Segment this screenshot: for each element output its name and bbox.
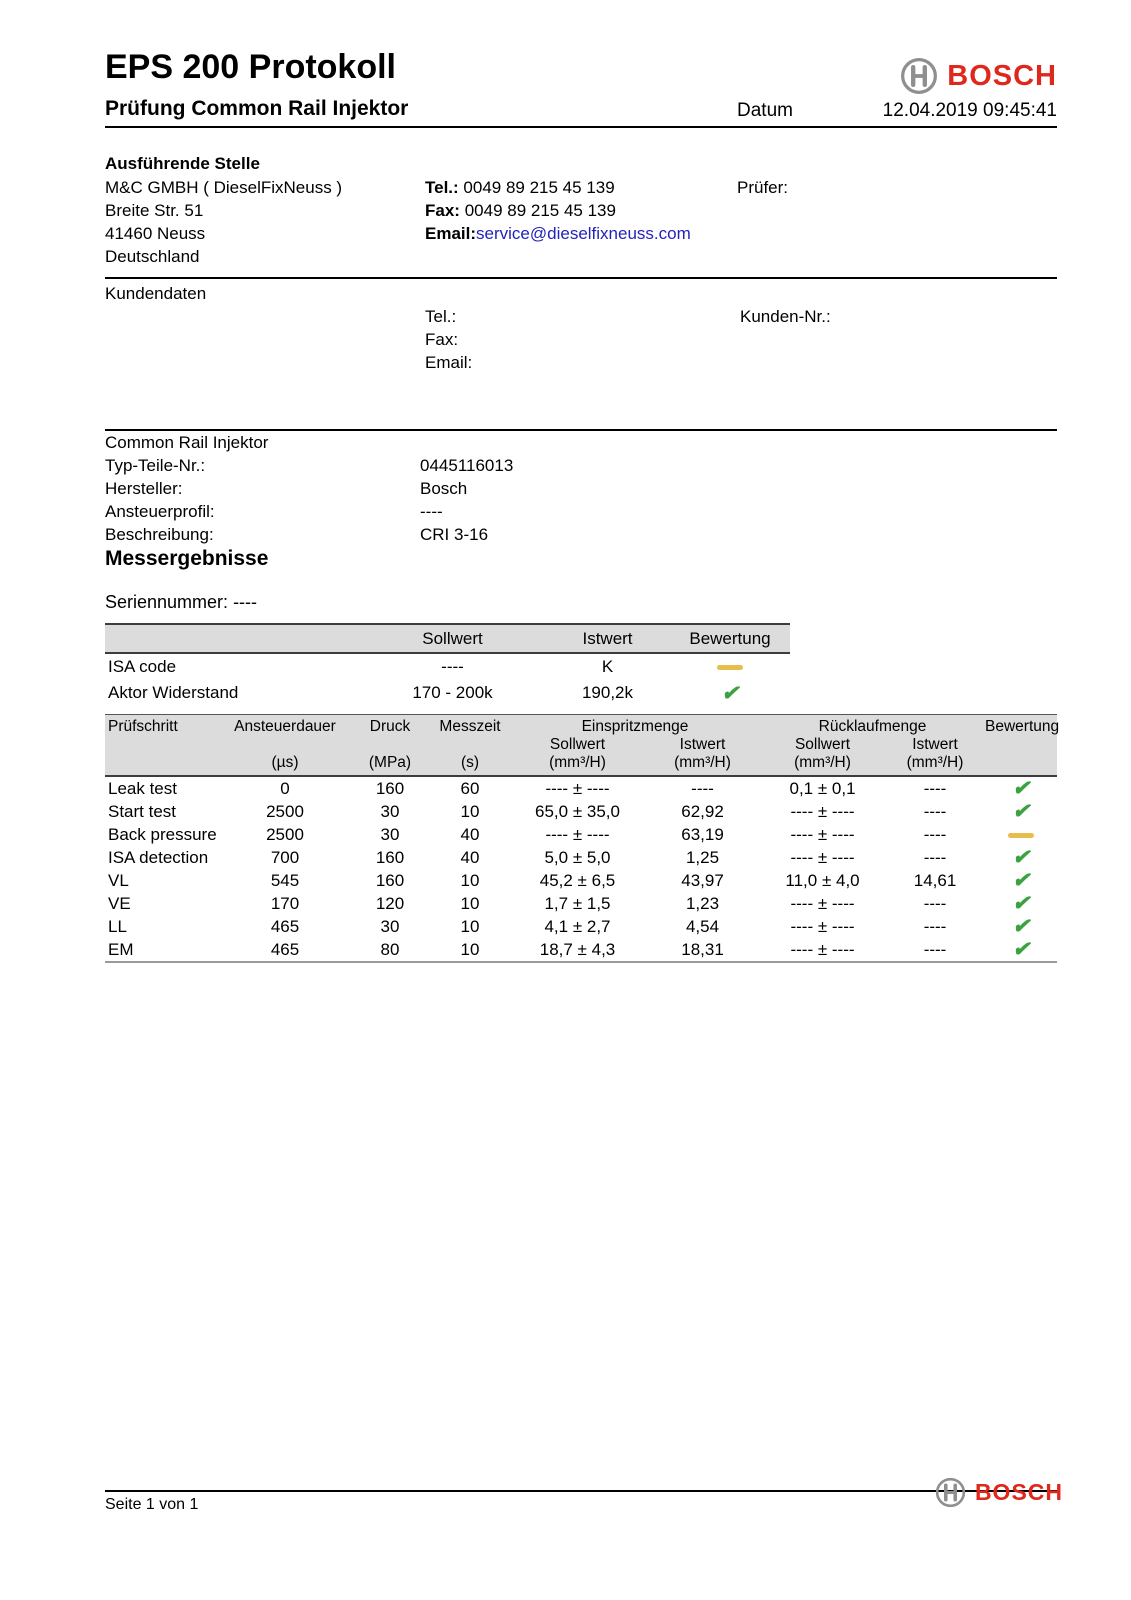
value-cell: 120 bbox=[375, 894, 405, 913]
test-step-label: LL bbox=[108, 917, 127, 936]
value-cell: 11,0 ± 4,0 bbox=[785, 871, 860, 890]
value-cell: 65,0 ± 35,0 bbox=[535, 802, 620, 821]
customer-contact-block bbox=[425, 305, 472, 374]
injector-row bbox=[105, 500, 513, 523]
table-row bbox=[105, 892, 1057, 915]
value-cell: 40 bbox=[460, 825, 480, 844]
customer-heading: Kundendaten bbox=[105, 284, 207, 303]
subcol-istwert: Istwert bbox=[645, 736, 760, 754]
status-mark-icon: ✔ bbox=[1012, 799, 1030, 823]
bewertung-cell bbox=[985, 800, 1057, 823]
status-mark-icon bbox=[1008, 833, 1034, 838]
results-header-row-3 bbox=[105, 754, 1057, 776]
value-cell: ---- bbox=[923, 894, 947, 913]
value-cell: 43,97 bbox=[681, 871, 724, 890]
value-cell: 10 bbox=[460, 802, 480, 821]
value-cell: 10 bbox=[430, 938, 510, 962]
unit-mpa: (MPa) bbox=[350, 754, 430, 776]
unit-mm3h: (mm³/H) bbox=[645, 754, 760, 776]
status-mark-icon: ✔ bbox=[1012, 845, 1030, 869]
customer-fax-label: Fax: bbox=[425, 330, 459, 349]
provider-heading: Ausführende Stelle bbox=[105, 154, 260, 173]
value-cell: 1,7 ± 1,5 bbox=[544, 894, 611, 913]
customer-tel-label: Tel.: bbox=[425, 307, 457, 326]
status-mark-icon: ✔ bbox=[1012, 776, 1030, 800]
table-row bbox=[105, 869, 1057, 892]
value-cell: 45,2 ± 6,5 bbox=[539, 871, 616, 890]
kunden-nr-label: Kunden-Nr.: bbox=[740, 307, 831, 326]
injector-row bbox=[105, 477, 513, 500]
bewertung-cell bbox=[985, 892, 1057, 915]
injector-row-label: Hersteller: bbox=[105, 479, 183, 498]
test-step-label: Start test bbox=[108, 802, 177, 821]
bewertung-cell bbox=[985, 846, 1057, 869]
value-cell: 545 bbox=[270, 871, 300, 890]
table-row bbox=[105, 938, 1057, 962]
fax-value: 0049 89 215 45 139 bbox=[464, 201, 616, 220]
col-group-ruecklaufmenge: Rücklaufmenge bbox=[760, 715, 985, 737]
test-step-label: VL bbox=[108, 871, 129, 890]
value-cell: ---- bbox=[923, 825, 947, 844]
value-cell: 4,54 bbox=[685, 917, 720, 936]
value-cell: 2500 bbox=[266, 825, 304, 844]
table-row bbox=[105, 653, 790, 680]
summary-header-istwert: Istwert bbox=[545, 624, 670, 653]
bewertung-cell bbox=[985, 776, 1057, 800]
value-cell: ---- ± ---- bbox=[790, 825, 855, 844]
value-cell: ---- bbox=[691, 779, 714, 798]
provider-name: M&C GMBH ( DieselFixNeuss ) bbox=[105, 178, 343, 197]
table-row bbox=[105, 915, 1057, 938]
value-cell: 30 bbox=[380, 825, 400, 844]
table-row bbox=[105, 800, 1057, 823]
table-row bbox=[105, 823, 1057, 846]
value-cell: 10 bbox=[460, 871, 480, 890]
value-cell: ---- ± ---- bbox=[790, 917, 855, 936]
results-table-body bbox=[105, 776, 1057, 962]
injector-row bbox=[105, 523, 513, 546]
value-cell: ---- ± ---- bbox=[790, 848, 855, 867]
value-cell: ---- bbox=[885, 938, 985, 962]
injector-row-label: Ansteuerprofil: bbox=[105, 502, 215, 521]
value-cell: 1,23 bbox=[685, 894, 720, 913]
customer-email-label: Email: bbox=[425, 353, 473, 372]
col-ansteuerdauer: Ansteuerdauer bbox=[220, 715, 350, 737]
col-bewertung: Bewertung bbox=[985, 715, 1057, 737]
summary-header-empty bbox=[105, 624, 360, 653]
value-cell: ---- bbox=[923, 848, 947, 867]
col-pruefschritt: Prüfschritt bbox=[105, 715, 220, 737]
value-cell: 10 bbox=[460, 917, 480, 936]
results-header-row-1 bbox=[105, 715, 1057, 737]
injector-block bbox=[105, 431, 513, 546]
status-mark-icon bbox=[717, 665, 743, 670]
value-cell: ---- ± ---- bbox=[790, 802, 855, 821]
test-step-label: EM bbox=[105, 938, 220, 962]
email-label: Email: bbox=[425, 224, 477, 243]
injector-row bbox=[105, 454, 513, 477]
summary-table bbox=[105, 623, 790, 706]
value-cell: 62,92 bbox=[681, 802, 724, 821]
serial-value: ---- bbox=[233, 592, 258, 612]
page-title: EPS 200 Protokoll bbox=[105, 48, 396, 86]
unit-mm3h: (mm³/H) bbox=[510, 754, 645, 776]
value-cell: ---- ± ---- bbox=[545, 779, 610, 798]
summary-row-bewertung bbox=[670, 653, 790, 680]
status-mark-icon: ✔ bbox=[1012, 914, 1030, 938]
value-cell: 18,31 bbox=[645, 938, 760, 962]
injector-row-label: Beschreibung: bbox=[105, 525, 214, 544]
page-number: Seite 1 von 1 bbox=[105, 1496, 199, 1513]
tel-value: 0049 89 215 45 139 bbox=[463, 178, 615, 197]
value-cell: 14,61 bbox=[913, 871, 957, 890]
value-cell: ---- bbox=[923, 917, 947, 936]
status-mark-icon: ✔ bbox=[1012, 868, 1030, 892]
value-cell: 1,25 bbox=[685, 848, 720, 867]
results-header-row-2 bbox=[105, 736, 1057, 754]
injector-row-value: Bosch bbox=[420, 479, 468, 498]
value-cell: 4,1 ± 2,7 bbox=[544, 917, 611, 936]
provider-divider bbox=[105, 277, 1057, 279]
results-table bbox=[105, 714, 1060, 963]
value-cell: ---- bbox=[923, 779, 947, 798]
page-subtitle: Prüfung Common Rail Injektor bbox=[105, 97, 409, 120]
provider-email-row bbox=[425, 222, 691, 245]
tel-label: Tel.: bbox=[425, 178, 459, 197]
email-link[interactable]: service@dieselfixneuss.com bbox=[476, 224, 691, 243]
value-cell: 60 bbox=[460, 779, 480, 798]
summary-row-sollwert: 170 - 200k bbox=[412, 683, 493, 702]
bosch-logo-header bbox=[900, 57, 1057, 95]
value-cell: 465 bbox=[270, 917, 300, 936]
bosch-armature-icon bbox=[935, 1477, 966, 1508]
value-cell: 160 bbox=[375, 871, 405, 890]
bosch-wordmark: BOSCH bbox=[974, 1479, 1063, 1505]
pruefer-label: Prüfer: bbox=[737, 178, 789, 197]
injector-row-value: 0445116013 bbox=[420, 456, 514, 475]
provider-address-block bbox=[105, 152, 342, 268]
provider-city: 41460 Neuss bbox=[105, 224, 206, 243]
subcol-sollwert: Sollwert bbox=[510, 736, 645, 754]
footer-divider bbox=[105, 1490, 1057, 1492]
value-cell: 465 bbox=[220, 938, 350, 962]
summary-header-sollwert: Sollwert bbox=[360, 624, 545, 653]
summary-row-label: Aktor Widerstand bbox=[108, 683, 239, 702]
provider-contact-block bbox=[425, 176, 691, 245]
value-cell: 40 bbox=[460, 848, 480, 867]
value-cell: 18,7 ± 4,3 bbox=[510, 938, 645, 962]
table-row bbox=[105, 680, 790, 706]
col-messzeit: Messzeit bbox=[430, 715, 510, 737]
results-heading: Messergebnisse bbox=[105, 547, 269, 570]
fax-label: Fax: bbox=[425, 201, 460, 220]
value-cell: 160 bbox=[375, 779, 405, 798]
status-mark-icon: ✔ bbox=[1012, 937, 1030, 961]
bewertung-cell bbox=[985, 869, 1057, 892]
bewertung-cell bbox=[985, 823, 1057, 846]
provider-country: Deutschland bbox=[105, 247, 200, 266]
injector-row-value: CRI 3-16 bbox=[420, 525, 489, 544]
value-cell: 170 bbox=[270, 894, 300, 913]
value-cell: 30 bbox=[380, 802, 400, 821]
bosch-wordmark: BOSCH bbox=[947, 59, 1057, 92]
status-mark-icon: ✔ bbox=[1012, 891, 1030, 915]
subcol-sollwert: Sollwert bbox=[760, 736, 885, 754]
unit-mm3h: (mm³/H) bbox=[885, 754, 985, 776]
summary-row-bewertung bbox=[670, 680, 790, 706]
summary-row-sollwert: ---- bbox=[441, 657, 464, 676]
value-cell: 10 bbox=[460, 894, 480, 913]
col-group-einspritzmenge: Einspritzmenge bbox=[510, 715, 760, 737]
bosch-logo-footer bbox=[935, 1477, 1063, 1508]
value-cell: 0 bbox=[280, 779, 290, 798]
datum-value: 12.04.2019 09:45:41 bbox=[882, 100, 1057, 121]
test-step-label: VE bbox=[108, 894, 131, 913]
summary-row-istwert: K bbox=[601, 657, 614, 676]
unit-s: (s) bbox=[430, 754, 510, 776]
summary-header-bewertung: Bewertung bbox=[670, 624, 790, 653]
table-row bbox=[105, 776, 1057, 800]
provider-street: Breite Str. 51 bbox=[105, 201, 204, 220]
subcol-istwert: Istwert bbox=[885, 736, 985, 754]
injector-row-label: Typ-Teile-Nr.: bbox=[105, 456, 206, 475]
injector-heading: Common Rail Injektor bbox=[105, 433, 269, 452]
value-cell: ---- ± ---- bbox=[790, 894, 855, 913]
table-row bbox=[105, 846, 1057, 869]
value-cell: 160 bbox=[375, 848, 405, 867]
value-cell: ---- ± ---- bbox=[760, 938, 885, 962]
value-cell: 700 bbox=[270, 848, 300, 867]
value-cell: 5,0 ± 5,0 bbox=[544, 848, 611, 867]
bewertung-cell bbox=[985, 915, 1057, 938]
value-cell: 30 bbox=[380, 917, 400, 936]
summary-row-istwert: 190,2k bbox=[581, 683, 634, 702]
col-druck: Druck bbox=[350, 715, 430, 737]
bosch-armature-icon bbox=[900, 57, 938, 95]
serial-number-row bbox=[105, 591, 257, 614]
value-cell: 2500 bbox=[266, 802, 304, 821]
value-cell: ---- bbox=[923, 802, 947, 821]
provider-fax-row bbox=[425, 199, 691, 222]
value-cell: 80 bbox=[350, 938, 430, 962]
test-step-label: ISA detection bbox=[108, 848, 209, 867]
header-divider bbox=[105, 126, 1057, 128]
datum-label: Datum bbox=[737, 100, 793, 121]
serial-label: Seriennummer: bbox=[105, 592, 229, 612]
value-cell: 0,1 ± 0,1 bbox=[789, 779, 856, 798]
status-mark-icon: ✔ bbox=[721, 681, 739, 705]
summary-row-label: ISA code bbox=[108, 657, 177, 676]
test-step-label: Leak test bbox=[108, 779, 177, 798]
value-cell: ---- ± ---- bbox=[545, 825, 610, 844]
test-step-label: Back pressure bbox=[108, 825, 217, 844]
summary-header-row bbox=[105, 624, 790, 653]
unit-mm3h: (mm³/H) bbox=[760, 754, 885, 776]
provider-tel-row bbox=[425, 176, 691, 199]
value-cell: 63,19 bbox=[681, 825, 724, 844]
injector-row-value: ---- bbox=[420, 502, 443, 521]
bewertung-cell bbox=[985, 938, 1057, 962]
unit-us: (µs) bbox=[220, 754, 350, 776]
